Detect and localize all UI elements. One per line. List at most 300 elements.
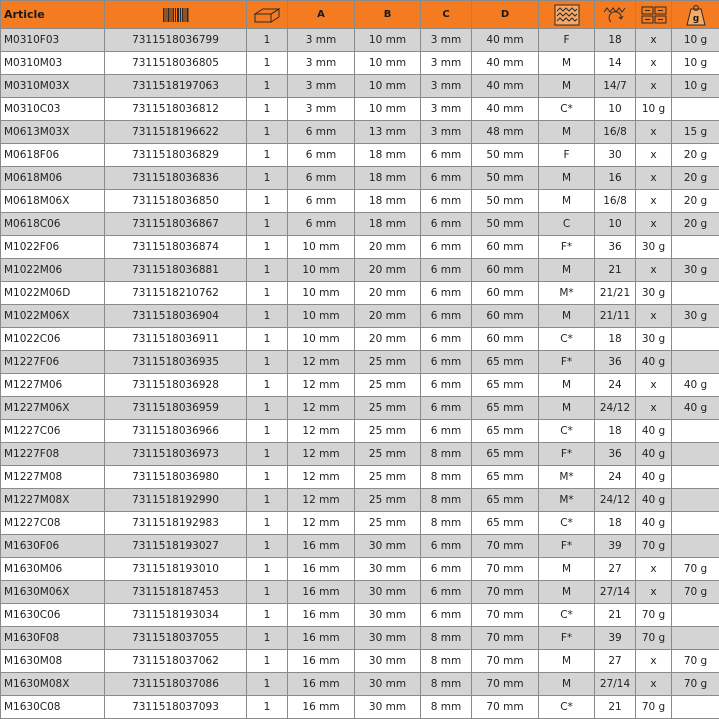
table-row bbox=[1, 167, 719, 190]
cell-d: 40 mm bbox=[472, 52, 539, 75]
cell-article: M1630M06 bbox=[1, 558, 105, 581]
cell-b: 20 mm bbox=[355, 328, 421, 351]
cell-b: 25 mm bbox=[355, 466, 421, 489]
cell-ean: 7311518036812 bbox=[105, 98, 247, 121]
cell-d: 70 mm bbox=[472, 673, 539, 696]
cell-pack-weight: x bbox=[636, 29, 672, 52]
cell-a: 6 mm bbox=[288, 213, 355, 236]
table-row bbox=[1, 650, 719, 673]
cell-weight: 30 g bbox=[672, 305, 719, 328]
header-c: C bbox=[421, 1, 472, 29]
cell-c: 6 mm bbox=[421, 420, 472, 443]
cell-c: 8 mm bbox=[421, 673, 472, 696]
cell-article: M1227F06 bbox=[1, 351, 105, 374]
cell-tooth-type: C bbox=[539, 213, 595, 236]
cell-b: 10 mm bbox=[355, 75, 421, 98]
cell-quantity: 1 bbox=[247, 98, 288, 121]
cell-a: 12 mm bbox=[288, 466, 355, 489]
cell-ean: 7311518037055 bbox=[105, 627, 247, 650]
cell-tooth-type: F* bbox=[539, 443, 595, 466]
cell-tpi: 10 bbox=[595, 98, 636, 121]
table-row bbox=[1, 696, 719, 719]
cell-tpi: 27 bbox=[595, 558, 636, 581]
cell-article: M0618M06 bbox=[1, 167, 105, 190]
table-row bbox=[1, 259, 719, 282]
cell-b: 18 mm bbox=[355, 213, 421, 236]
cell-article: M1227M06 bbox=[1, 374, 105, 397]
cell-pack-weight: x bbox=[636, 305, 672, 328]
cell-pack-weight: 70 g bbox=[636, 604, 672, 627]
cell-article: M0310M03 bbox=[1, 52, 105, 75]
cell-ean: 7311518192990 bbox=[105, 489, 247, 512]
cell-b: 30 mm bbox=[355, 604, 421, 627]
cell-pack-weight: x bbox=[636, 121, 672, 144]
cell-tpi: 39 bbox=[595, 535, 636, 558]
cell-quantity: 1 bbox=[247, 420, 288, 443]
cell-a: 12 mm bbox=[288, 420, 355, 443]
cell-pack-weight: x bbox=[636, 167, 672, 190]
cell-tooth-type: M bbox=[539, 650, 595, 673]
cell-weight bbox=[672, 466, 719, 489]
cell-d: 60 mm bbox=[472, 236, 539, 259]
table-row bbox=[1, 558, 719, 581]
cell-weight: 30 g bbox=[672, 259, 719, 282]
cell-tpi: 14 bbox=[595, 52, 636, 75]
cell-pack-weight: x bbox=[636, 190, 672, 213]
cell-tpi: 16/8 bbox=[595, 121, 636, 144]
cell-a: 10 mm bbox=[288, 282, 355, 305]
cell-d: 60 mm bbox=[472, 282, 539, 305]
cell-pack-weight: 40 g bbox=[636, 443, 672, 466]
cell-quantity: 1 bbox=[247, 52, 288, 75]
cell-quantity: 1 bbox=[247, 696, 288, 719]
cell-ean: 7311518036904 bbox=[105, 305, 247, 328]
cell-a: 12 mm bbox=[288, 397, 355, 420]
cell-a: 16 mm bbox=[288, 673, 355, 696]
cell-ean: 7311518036829 bbox=[105, 144, 247, 167]
cell-pack-weight: 40 g bbox=[636, 512, 672, 535]
cell-ean: 7311518036911 bbox=[105, 328, 247, 351]
cell-quantity: 1 bbox=[247, 673, 288, 696]
cell-b: 30 mm bbox=[355, 696, 421, 719]
header-weight bbox=[672, 1, 719, 29]
cell-c: 6 mm bbox=[421, 604, 472, 627]
cell-tpi: 27/14 bbox=[595, 581, 636, 604]
cell-ean: 7311518036867 bbox=[105, 213, 247, 236]
cell-weight bbox=[672, 627, 719, 650]
cell-d: 65 mm bbox=[472, 420, 539, 443]
cell-tpi: 18 bbox=[595, 420, 636, 443]
cell-tooth-type: M* bbox=[539, 466, 595, 489]
cell-tpi: 18 bbox=[595, 29, 636, 52]
cell-tooth-type: F* bbox=[539, 627, 595, 650]
cell-article: M1022F06 bbox=[1, 236, 105, 259]
cell-pack-weight: 30 g bbox=[636, 282, 672, 305]
cell-weight bbox=[672, 604, 719, 627]
cell-pack-weight: 40 g bbox=[636, 466, 672, 489]
cell-c: 6 mm bbox=[421, 213, 472, 236]
package-icon bbox=[253, 6, 281, 24]
table-row bbox=[1, 420, 719, 443]
cell-tpi: 30 bbox=[595, 144, 636, 167]
table-row bbox=[1, 328, 719, 351]
cell-d: 65 mm bbox=[472, 351, 539, 374]
cell-tpi: 21 bbox=[595, 259, 636, 282]
cell-tooth-type: M bbox=[539, 673, 595, 696]
cell-ean: 7311518036928 bbox=[105, 374, 247, 397]
cell-c: 6 mm bbox=[421, 259, 472, 282]
cell-a: 12 mm bbox=[288, 351, 355, 374]
cell-weight: 20 g bbox=[672, 167, 719, 190]
cell-tooth-type: M bbox=[539, 558, 595, 581]
cell-b: 20 mm bbox=[355, 259, 421, 282]
cell-ean: 7311518036881 bbox=[105, 259, 247, 282]
cell-tpi: 16/8 bbox=[595, 190, 636, 213]
table-row bbox=[1, 489, 719, 512]
cell-pack-weight: x bbox=[636, 650, 672, 673]
cell-quantity: 1 bbox=[247, 397, 288, 420]
cell-b: 10 mm bbox=[355, 52, 421, 75]
cell-tooth-type: F* bbox=[539, 535, 595, 558]
cell-tooth-type: C* bbox=[539, 696, 595, 719]
cell-ean: 7311518193034 bbox=[105, 604, 247, 627]
cell-tooth-type: F bbox=[539, 144, 595, 167]
cell-ean: 7311518196622 bbox=[105, 121, 247, 144]
cell-c: 6 mm bbox=[421, 236, 472, 259]
cell-d: 70 mm bbox=[472, 627, 539, 650]
cell-quantity: 1 bbox=[247, 236, 288, 259]
cell-c: 6 mm bbox=[421, 305, 472, 328]
table-row bbox=[1, 512, 719, 535]
cell-d: 70 mm bbox=[472, 581, 539, 604]
cell-c: 3 mm bbox=[421, 98, 472, 121]
cell-c: 6 mm bbox=[421, 282, 472, 305]
cell-c: 6 mm bbox=[421, 397, 472, 420]
cell-c: 6 mm bbox=[421, 374, 472, 397]
cell-b: 20 mm bbox=[355, 236, 421, 259]
cell-d: 40 mm bbox=[472, 75, 539, 98]
cell-tooth-type: M* bbox=[539, 282, 595, 305]
cell-quantity: 1 bbox=[247, 489, 288, 512]
table-row bbox=[1, 121, 719, 144]
cell-weight bbox=[672, 236, 719, 259]
cell-a: 16 mm bbox=[288, 535, 355, 558]
cell-tooth-type: C* bbox=[539, 98, 595, 121]
cell-tooth-type: M* bbox=[539, 489, 595, 512]
cell-a: 12 mm bbox=[288, 374, 355, 397]
cell-quantity: 1 bbox=[247, 305, 288, 328]
cell-pack-weight: x bbox=[636, 259, 672, 282]
header-d: D bbox=[472, 1, 539, 29]
cell-b: 30 mm bbox=[355, 627, 421, 650]
cell-c: 6 mm bbox=[421, 167, 472, 190]
cell-a: 16 mm bbox=[288, 650, 355, 673]
cell-c: 8 mm bbox=[421, 650, 472, 673]
cell-weight bbox=[672, 420, 719, 443]
cell-article: M1227C06 bbox=[1, 420, 105, 443]
cell-d: 65 mm bbox=[472, 443, 539, 466]
cell-pack-weight: 40 g bbox=[636, 489, 672, 512]
cell-tpi: 39 bbox=[595, 627, 636, 650]
cell-article: M1227M08 bbox=[1, 466, 105, 489]
cell-d: 50 mm bbox=[472, 190, 539, 213]
table-row bbox=[1, 351, 719, 374]
cell-c: 3 mm bbox=[421, 52, 472, 75]
cell-ean: 7311518187453 bbox=[105, 581, 247, 604]
table-row bbox=[1, 535, 719, 558]
cell-tpi: 36 bbox=[595, 236, 636, 259]
cell-quantity: 1 bbox=[247, 259, 288, 282]
cell-article: M1630M08X bbox=[1, 673, 105, 696]
table-row bbox=[1, 466, 719, 489]
cell-ean: 7311518210762 bbox=[105, 282, 247, 305]
cell-quantity: 1 bbox=[247, 351, 288, 374]
cell-ean: 7311518037062 bbox=[105, 650, 247, 673]
cell-article: M0613M03X bbox=[1, 121, 105, 144]
cell-d: 70 mm bbox=[472, 696, 539, 719]
cell-article: M0618F06 bbox=[1, 144, 105, 167]
cell-tooth-type: M bbox=[539, 52, 595, 75]
cell-pack-weight: 30 g bbox=[636, 328, 672, 351]
cell-quantity: 1 bbox=[247, 190, 288, 213]
cell-quantity: 1 bbox=[247, 650, 288, 673]
cell-b: 30 mm bbox=[355, 650, 421, 673]
cell-weight: 70 g bbox=[672, 581, 719, 604]
cell-weight bbox=[672, 328, 719, 351]
cell-d: 70 mm bbox=[472, 604, 539, 627]
cell-quantity: 1 bbox=[247, 213, 288, 236]
cell-tpi: 36 bbox=[595, 443, 636, 466]
cell-article: M0310C03 bbox=[1, 98, 105, 121]
cell-b: 18 mm bbox=[355, 167, 421, 190]
cell-d: 65 mm bbox=[472, 374, 539, 397]
cell-tpi: 21/21 bbox=[595, 282, 636, 305]
cell-a: 12 mm bbox=[288, 443, 355, 466]
cell-c: 6 mm bbox=[421, 581, 472, 604]
cell-quantity: 1 bbox=[247, 466, 288, 489]
cell-b: 25 mm bbox=[355, 420, 421, 443]
cell-pack-weight: 40 g bbox=[636, 420, 672, 443]
cell-tpi: 27/14 bbox=[595, 673, 636, 696]
cell-tpi: 24/12 bbox=[595, 397, 636, 420]
cell-article: M1227M06X bbox=[1, 397, 105, 420]
cell-pack-weight: 40 g bbox=[636, 351, 672, 374]
cell-weight bbox=[672, 351, 719, 374]
cell-weight: 40 g bbox=[672, 374, 719, 397]
cell-pack-weight: 70 g bbox=[636, 696, 672, 719]
cell-pack-weight: x bbox=[636, 52, 672, 75]
weight-label: g bbox=[692, 14, 698, 24]
boxes-icon bbox=[641, 6, 667, 24]
cell-b: 18 mm bbox=[355, 190, 421, 213]
cell-weight: 10 g bbox=[672, 75, 719, 98]
cell-d: 65 mm bbox=[472, 489, 539, 512]
cell-tooth-type: F* bbox=[539, 351, 595, 374]
cell-quantity: 1 bbox=[247, 167, 288, 190]
header-tpi bbox=[595, 1, 636, 29]
cell-weight: 70 g bbox=[672, 650, 719, 673]
cell-tpi: 10 bbox=[595, 213, 636, 236]
table-row bbox=[1, 98, 719, 121]
cell-d: 60 mm bbox=[472, 305, 539, 328]
cell-a: 10 mm bbox=[288, 236, 355, 259]
cell-c: 6 mm bbox=[421, 144, 472, 167]
cell-c: 3 mm bbox=[421, 29, 472, 52]
cell-quantity: 1 bbox=[247, 29, 288, 52]
cell-b: 25 mm bbox=[355, 374, 421, 397]
cell-ean: 7311518193027 bbox=[105, 535, 247, 558]
cell-a: 10 mm bbox=[288, 305, 355, 328]
cell-weight: 15 g bbox=[672, 121, 719, 144]
cell-tooth-type: F bbox=[539, 29, 595, 52]
cell-b: 10 mm bbox=[355, 98, 421, 121]
weight-icon bbox=[685, 4, 707, 26]
cell-ean: 7311518036874 bbox=[105, 236, 247, 259]
cell-tooth-type: F* bbox=[539, 236, 595, 259]
cell-d: 40 mm bbox=[472, 29, 539, 52]
table-row bbox=[1, 397, 719, 420]
cell-c: 8 mm bbox=[421, 466, 472, 489]
cell-c: 6 mm bbox=[421, 328, 472, 351]
cell-tooth-type: M bbox=[539, 581, 595, 604]
cell-d: 48 mm bbox=[472, 121, 539, 144]
table-row bbox=[1, 236, 719, 259]
cell-ean: 7311518036980 bbox=[105, 466, 247, 489]
cell-a: 6 mm bbox=[288, 121, 355, 144]
cell-weight bbox=[672, 696, 719, 719]
cell-tooth-type: C* bbox=[539, 512, 595, 535]
cell-weight: 20 g bbox=[672, 144, 719, 167]
cell-c: 3 mm bbox=[421, 121, 472, 144]
cell-tooth-type: C* bbox=[539, 420, 595, 443]
cell-b: 10 mm bbox=[355, 29, 421, 52]
cell-tooth-type: M bbox=[539, 75, 595, 98]
cell-b: 30 mm bbox=[355, 673, 421, 696]
cell-b: 25 mm bbox=[355, 351, 421, 374]
cell-a: 16 mm bbox=[288, 696, 355, 719]
cell-weight bbox=[672, 282, 719, 305]
cell-tpi: 18 bbox=[595, 328, 636, 351]
cell-tpi: 21/11 bbox=[595, 305, 636, 328]
cell-c: 8 mm bbox=[421, 627, 472, 650]
cell-tooth-type: M bbox=[539, 305, 595, 328]
cell-quantity: 1 bbox=[247, 604, 288, 627]
cell-weight bbox=[672, 443, 719, 466]
cell-pack-weight: x bbox=[636, 581, 672, 604]
cell-pack-weight: x bbox=[636, 673, 672, 696]
cell-weight: 10 g bbox=[672, 52, 719, 75]
cell-tooth-type: M bbox=[539, 167, 595, 190]
cell-article: M1630F08 bbox=[1, 627, 105, 650]
header-tooth-type bbox=[539, 1, 595, 29]
cell-pack-weight: x bbox=[636, 558, 672, 581]
cell-c: 3 mm bbox=[421, 75, 472, 98]
table-header bbox=[1, 1, 719, 29]
cell-c: 6 mm bbox=[421, 351, 472, 374]
header-quantity bbox=[247, 1, 288, 29]
cell-b: 30 mm bbox=[355, 581, 421, 604]
barcode-icon bbox=[163, 8, 189, 22]
cell-weight bbox=[672, 535, 719, 558]
cell-pack-weight: x bbox=[636, 397, 672, 420]
cell-quantity: 1 bbox=[247, 328, 288, 351]
cell-tpi: 36 bbox=[595, 351, 636, 374]
cell-ean: 7311518036966 bbox=[105, 420, 247, 443]
cell-ean: 7311518193010 bbox=[105, 558, 247, 581]
cell-ean: 7311518197063 bbox=[105, 75, 247, 98]
cell-a: 16 mm bbox=[288, 558, 355, 581]
cell-article: M1630C06 bbox=[1, 604, 105, 627]
cell-d: 70 mm bbox=[472, 535, 539, 558]
cell-b: 13 mm bbox=[355, 121, 421, 144]
table-row bbox=[1, 305, 719, 328]
table-row bbox=[1, 673, 719, 696]
cell-b: 25 mm bbox=[355, 397, 421, 420]
cell-b: 25 mm bbox=[355, 489, 421, 512]
cell-tpi: 27 bbox=[595, 650, 636, 673]
cell-pack-weight: x bbox=[636, 144, 672, 167]
cell-weight: 40 g bbox=[672, 397, 719, 420]
cell-a: 12 mm bbox=[288, 512, 355, 535]
cell-d: 60 mm bbox=[472, 328, 539, 351]
cell-a: 16 mm bbox=[288, 604, 355, 627]
cell-pack-weight: 10 g bbox=[636, 98, 672, 121]
cell-pack-weight: x bbox=[636, 213, 672, 236]
cell-b: 18 mm bbox=[355, 144, 421, 167]
cell-b: 25 mm bbox=[355, 443, 421, 466]
cell-a: 6 mm bbox=[288, 167, 355, 190]
cell-quantity: 1 bbox=[247, 627, 288, 650]
cell-weight bbox=[672, 489, 719, 512]
cell-weight bbox=[672, 98, 719, 121]
cell-tpi: 14/7 bbox=[595, 75, 636, 98]
cell-c: 6 mm bbox=[421, 190, 472, 213]
table-row bbox=[1, 627, 719, 650]
cell-tooth-type: M bbox=[539, 259, 595, 282]
cell-quantity: 1 bbox=[247, 535, 288, 558]
cell-ean: 7311518036805 bbox=[105, 52, 247, 75]
cell-d: 65 mm bbox=[472, 466, 539, 489]
cell-d: 65 mm bbox=[472, 397, 539, 420]
cell-article: M1227M08X bbox=[1, 489, 105, 512]
table-row bbox=[1, 282, 719, 305]
cell-a: 12 mm bbox=[288, 489, 355, 512]
cell-ean: 7311518036799 bbox=[105, 29, 247, 52]
cell-tpi: 24 bbox=[595, 466, 636, 489]
cell-c: 8 mm bbox=[421, 696, 472, 719]
cell-a: 16 mm bbox=[288, 581, 355, 604]
cell-ean: 7311518036836 bbox=[105, 167, 247, 190]
cell-tpi: 24 bbox=[595, 374, 636, 397]
cell-a: 16 mm bbox=[288, 627, 355, 650]
cell-quantity: 1 bbox=[247, 512, 288, 535]
cell-quantity: 1 bbox=[247, 443, 288, 466]
table-row bbox=[1, 374, 719, 397]
teeth-per-inch-icon bbox=[602, 5, 628, 25]
cell-d: 40 mm bbox=[472, 98, 539, 121]
cell-article: M1022M06 bbox=[1, 259, 105, 282]
cell-c: 6 mm bbox=[421, 535, 472, 558]
table-row bbox=[1, 29, 719, 52]
cell-quantity: 1 bbox=[247, 121, 288, 144]
table-row bbox=[1, 213, 719, 236]
cell-d: 50 mm bbox=[472, 144, 539, 167]
cell-article: M1022M06D bbox=[1, 282, 105, 305]
cell-pack-weight: 30 g bbox=[636, 236, 672, 259]
cell-b: 30 mm bbox=[355, 558, 421, 581]
cell-b: 20 mm bbox=[355, 282, 421, 305]
header-b: B bbox=[355, 1, 421, 29]
